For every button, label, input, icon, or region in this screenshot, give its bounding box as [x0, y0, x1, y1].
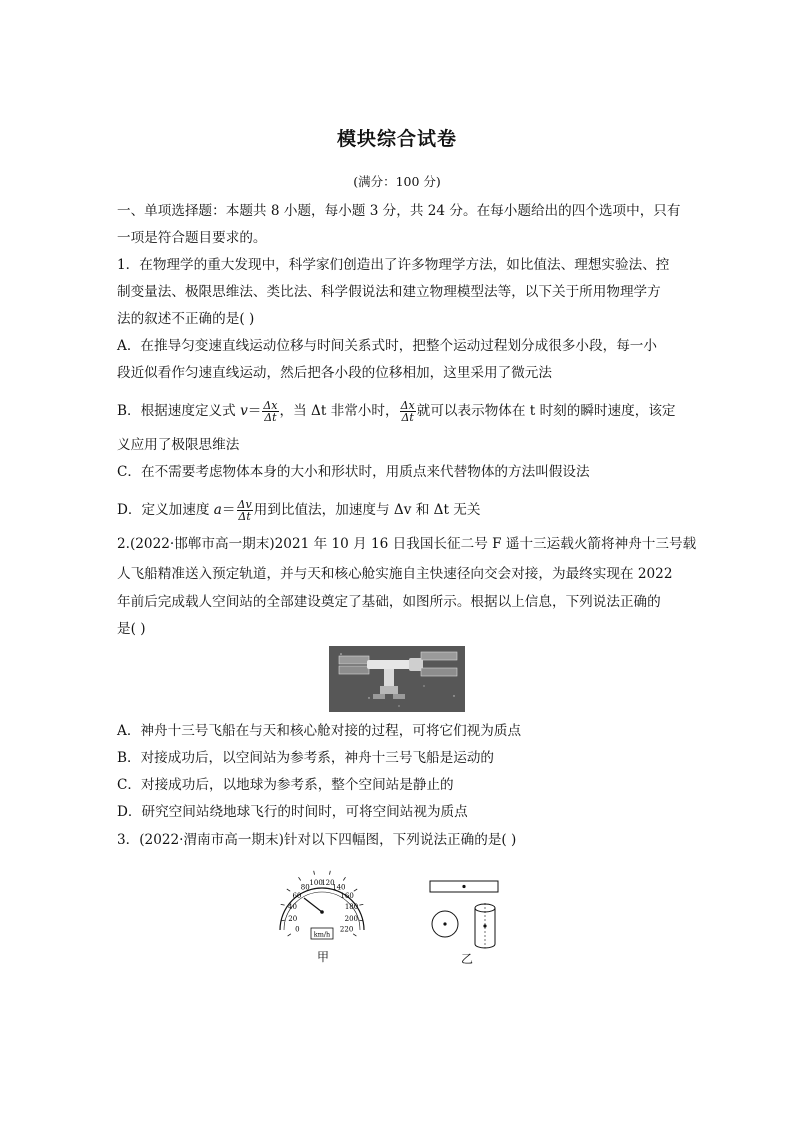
gauge-tick-label: 200	[344, 914, 358, 923]
q2-stem-line1: 2.(2022·邯郸市高一期末)2021 年 10 月 16 日我国长征二号 F 遥十三运载火箭将神舟十三号载	[117, 536, 697, 552]
gauge-tick-mark	[314, 871, 315, 875]
q1-d-fraction	[237, 499, 253, 522]
q1-option-a-line1: A．在推导匀变速直线运动位移与时间关系式时，把整个运动过程划分成很多小段，每一小	[117, 338, 657, 354]
q1-option-d	[117, 499, 480, 522]
fraction-numerator: Δx	[400, 399, 415, 412]
fraction-numerator: Δx	[263, 399, 278, 412]
gauge-tick-label: 160	[340, 892, 354, 901]
gauge-tick-label: 80	[300, 883, 310, 892]
gauge-tick-label: 20	[288, 914, 298, 923]
gauge-tick-label: 100	[309, 879, 323, 888]
gauge-tick-label: 40	[288, 903, 297, 912]
rotating-objects-figure	[428, 878, 504, 950]
gauge-tick-label: 220	[339, 925, 354, 934]
q1-option-c: C．在不需要考虑物体本身的大小和形状时，用质点来代替物体的方法叫假设法	[117, 464, 590, 480]
fraction-denominator: Δt	[238, 510, 251, 523]
q1-b-eq: ＝	[247, 403, 262, 419]
q2-option-b: B．对接成功后，以空间站为参考系，神舟十三号飞船是运动的	[117, 750, 495, 766]
q2-stem-line3: 年前后完成载人空间站的全部建设奠定了基础，如图所示。根据以上信息，下列说法正确的	[117, 594, 661, 610]
q1-d-post: 用到比值法，加速度与 Δv 和 Δt 无关	[253, 502, 481, 518]
q1-b-fraction-2	[400, 400, 416, 423]
q1-b-pre: B．根据速度定义式	[117, 403, 241, 419]
speedometer-svg	[274, 868, 370, 948]
q2-option-a: A．神舟十三号飞船在与天和核心舱对接的过程，可将它们视为质点	[117, 723, 522, 739]
section-heading-line2: 一项是符合题目要求的。	[117, 230, 267, 246]
gauge-tick-label: 120	[321, 879, 335, 888]
q1-b-post: 就可以表示物体在 t 时刻的瞬时速度，该定	[416, 403, 676, 419]
q1-option-a-line2: 段近似看作匀速直线运动，然后把各小段的位移相加，这里采用了微元法	[117, 365, 552, 381]
rotating-objects-svg	[428, 878, 504, 950]
q2-option-c: C．对接成功后，以地球为参考系，整个空间站是静止的	[117, 777, 454, 793]
fraction-numerator: Δv	[237, 498, 252, 511]
gauge-tick-label: 0	[295, 925, 300, 934]
speedometer-figure	[274, 868, 370, 948]
gauge-tick-mark	[330, 871, 331, 875]
gauge-tick-label: 60	[292, 892, 302, 901]
gauge-tick-mark	[353, 934, 356, 936]
q3-stem-line1: 3．(2022·渭南市高一期末)针对以下四幅图，下列说法正确的是( )	[117, 832, 517, 848]
gauge-tick-mark	[343, 877, 345, 880]
q1-stem-line3: 法的叙述不正确的是( )	[117, 311, 255, 327]
gauge-tick-mark	[354, 889, 357, 891]
q1-stem-line1: 1．在物理学的重大发现中，科学家们创造出了许多物理学方法，如比值法、理想实验法、控	[117, 257, 670, 273]
gauge-tick-mark	[287, 889, 290, 891]
gauge-tick-mark	[359, 904, 363, 905]
page-subtitle: (满分：100 分)	[353, 174, 441, 189]
section-heading-line1: 一、单项选择题：本题共 8 小题，每小题 3 分，共 24 分。在每小题给出的四个选项中，只有	[117, 203, 681, 219]
q1-d-eq: ＝	[221, 502, 236, 518]
figure-caption-jia: 甲	[317, 950, 330, 964]
fraction-denominator: Δt	[401, 411, 414, 424]
q1-d-var-a: a	[213, 502, 222, 518]
space-station-image	[329, 646, 465, 712]
q2-stem-line4: 是( )	[117, 621, 146, 637]
gauge-tick-mark	[281, 904, 285, 905]
q1-b-var-v: v	[240, 403, 248, 419]
q1-option-b-line2: 义应用了极限思维法	[117, 437, 240, 453]
q1-d-pre: D．定义加速度	[117, 502, 214, 518]
gauge-tick-label: 140	[332, 883, 346, 892]
q1-option-b-line1	[117, 400, 676, 423]
fraction-denominator: Δt	[264, 411, 277, 424]
q1-b-mid: ，当 Δt 非常小时，	[279, 403, 399, 419]
q1-stem-line2: 制变量法、极限思维法、类比法、科学假说法和建立物理模型法等，以下关于所用物理学方	[117, 284, 661, 300]
q2-stem-line2: 人飞船精准送入预定轨道，并与天和核心舱实施自主快速径向交会对接，为最终实现在 2022	[117, 566, 673, 582]
gauge-tick-mark	[288, 934, 291, 936]
space-station-photo	[329, 646, 465, 712]
q2-option-d: D．研究空间站绕地球飞行的时间时，可将空间站视为质点	[117, 804, 468, 820]
gauge-unit: km/h	[313, 930, 331, 939]
gauge-tick-mark	[299, 877, 301, 880]
page-title: 模块综合试卷	[336, 128, 457, 150]
figure-caption-yi: 乙	[461, 952, 474, 966]
gauge-tick-label: 180	[344, 903, 359, 912]
q1-b-fraction-1	[262, 400, 278, 423]
